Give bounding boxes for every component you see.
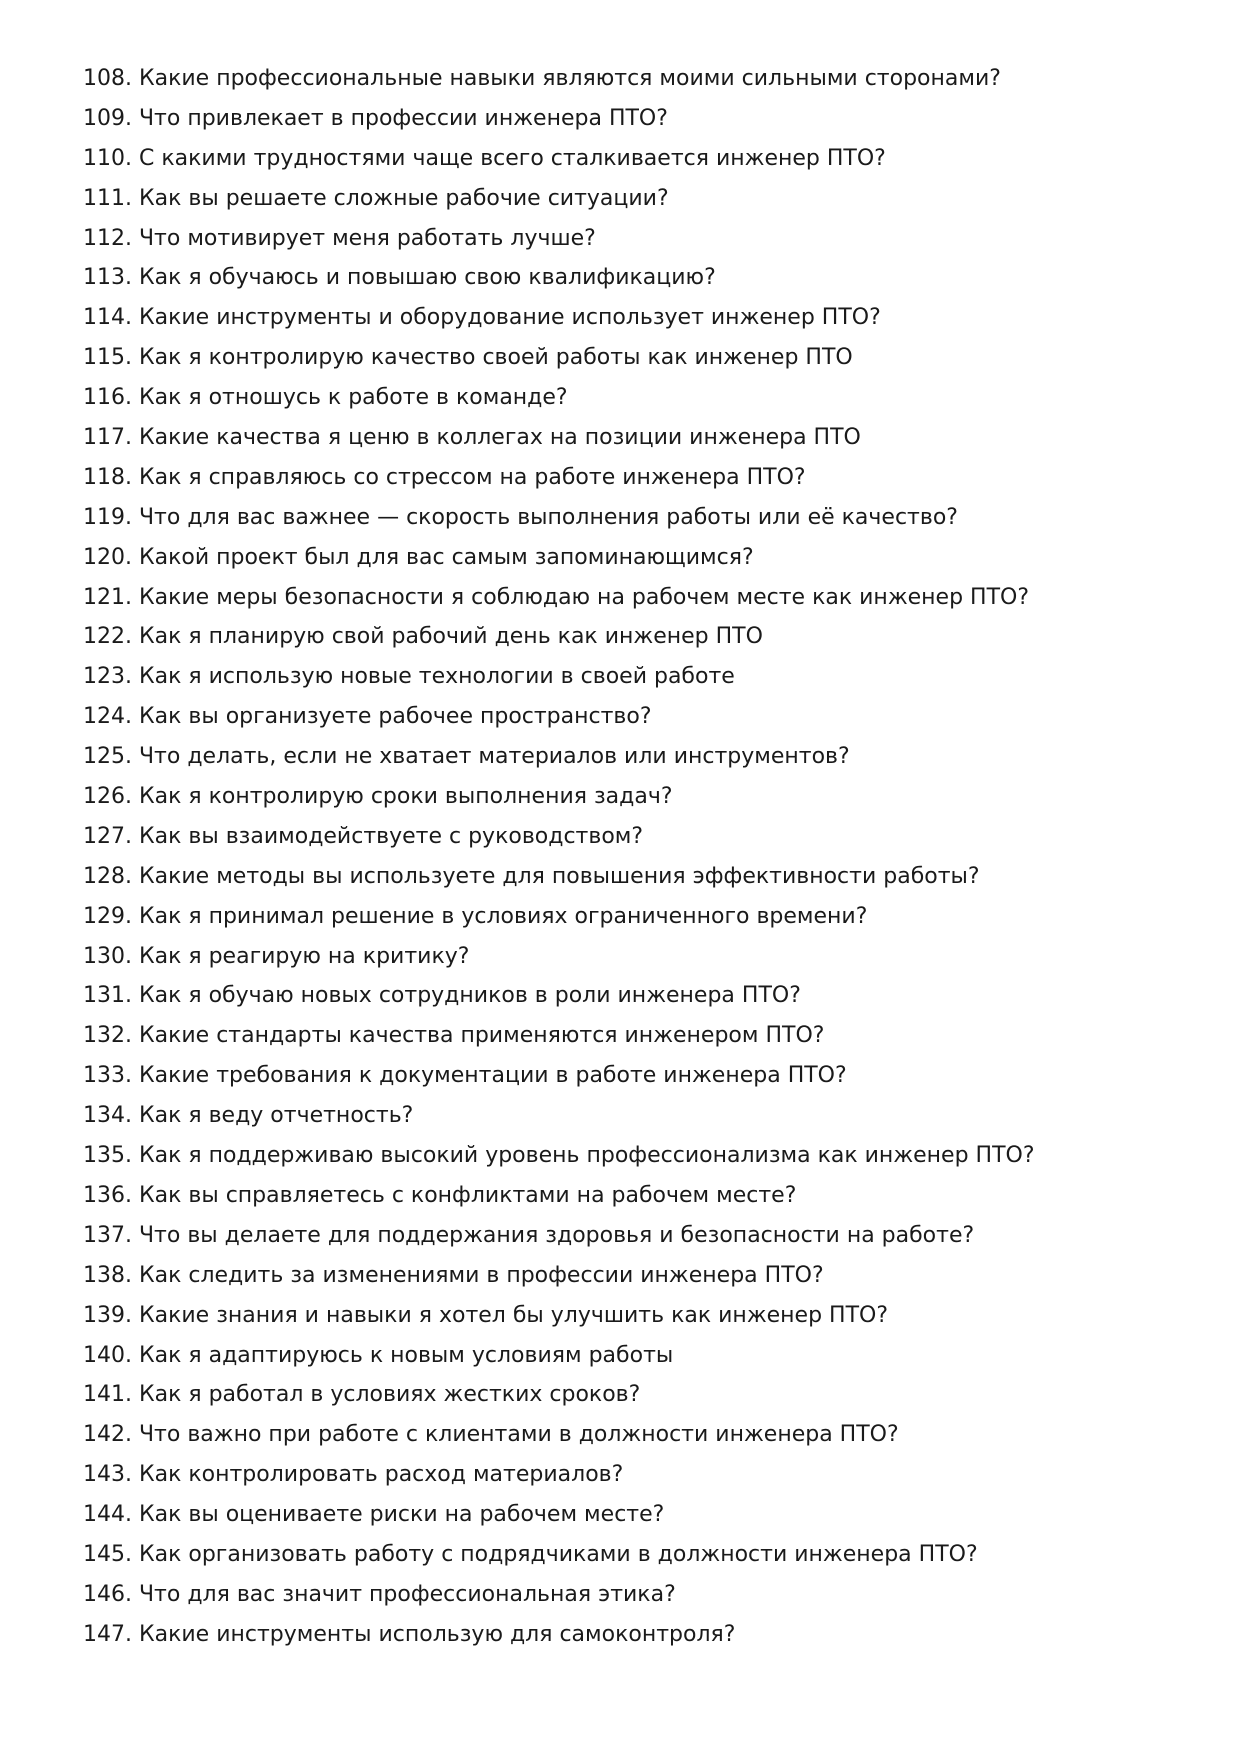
question-item: 136. Как вы справляетесь с конфликтами на рабочем месте? (83, 1182, 797, 1208)
question-item: 114. Какие инструменты и оборудование использует инженер ПТО? (83, 305, 881, 331)
question-item: 113. Как я обучаюсь и повышаю свою квалификацию? (83, 265, 716, 291)
question-item: 139. Какие знания и навыки я хотел бы улучшить как инженер ПТО? (83, 1302, 889, 1328)
question-item: 127. Как вы взаимодействуете с руководством? (83, 823, 644, 849)
question-item: 145. Как организовать работу с подрядчиками в должности инженера ПТО? (83, 1541, 978, 1567)
question-item: 138. Как следить за изменениями в профессии инженера ПТО? (83, 1262, 824, 1288)
question-item: 131. Как я обучаю новых сотрудников в роли инженера ПТО? (83, 983, 801, 1009)
question-item: 126. Как я контролирую сроки выполнения задач? (83, 784, 673, 810)
question-item: 123. Как я использую новые технологии в своей работе (83, 664, 735, 690)
question-list (83, 59, 1035, 1655)
question-item: 130. Как я реагирую на критику? (83, 943, 470, 969)
question-item: 116. Как я отношусь к работе в команде? (83, 385, 568, 411)
question-item: 135. Как я поддерживаю высокий уровень профессионализма как инженер ПТО? (83, 1143, 1035, 1169)
question-item: 132. Какие стандарты качества применяются инженером ПТО? (83, 1023, 825, 1049)
question-item: 111. Как вы решаете сложные рабочие ситуации? (83, 185, 669, 211)
question-item: 108. Какие профессиональные навыки являются моими сильными сторонами? (83, 66, 1001, 91)
question-item: 147. Какие инструменты использую для самоконтроля? (83, 1621, 736, 1647)
question-item: 118. Как я справляюсь со стрессом на работе инженера ПТО? (83, 464, 806, 490)
question-item: 112. Что мотивирует меня работать лучше? (83, 225, 596, 251)
question-item: 119. Что для вас важнее — скорость выполнения работы или её качество? (83, 504, 958, 530)
question-item: 142. Что важно при работе с клиентами в должности инженера ПТО? (83, 1422, 899, 1448)
question-item: 128. Какие методы вы используете для повышения эффективности работы? (83, 863, 980, 889)
question-item: 124. Как вы организуете рабочее пространство? (83, 704, 652, 730)
question-item: 115. Как я контролирую качество своей работы как инженер ПТО (83, 345, 853, 371)
question-item: 137. Что вы делаете для поддержания здоровья и безопасности на работе? (83, 1222, 975, 1248)
question-item: 133. Какие требования к документации в работе инженера ПТО? (83, 1063, 847, 1089)
question-item: 140. Как я адаптируюсь к новым условиям работы (83, 1342, 674, 1368)
question-item: 120. Какой проект был для вас самым запоминающимся? (83, 544, 754, 570)
question-item: 125. Что делать, если не хватает материалов или инструментов? (83, 744, 850, 770)
question-item: 141. Как я работал в условиях жестких сроков? (83, 1382, 641, 1408)
question-item: 117. Какие качества я ценю в коллегах на позиции инженера ПТО (83, 425, 861, 451)
question-item: 143. Как контролировать расход материалов? (83, 1462, 624, 1488)
question-item: 110. С какими трудностями чаще всего сталкивается инженер ПТО? (83, 145, 886, 171)
question-item: 134. Как я веду отчетность? (83, 1103, 414, 1129)
question-item: 109. Что привлекает в профессии инженера ПТО? (83, 105, 668, 131)
question-item: 121. Какие меры безопасности я соблюдаю на рабочем месте как инженер ПТО? (83, 584, 1030, 610)
question-item: 129. Как я принимал решение в условиях ограниченного времени? (83, 903, 868, 929)
question-item: 122. Как я планирую свой рабочий день как инженер ПТО (83, 624, 763, 650)
question-item: 144. Как вы оцениваете риски на рабочем месте? (83, 1502, 665, 1528)
question-item: 146. Что для вас значит профессиональная этика? (83, 1581, 676, 1607)
